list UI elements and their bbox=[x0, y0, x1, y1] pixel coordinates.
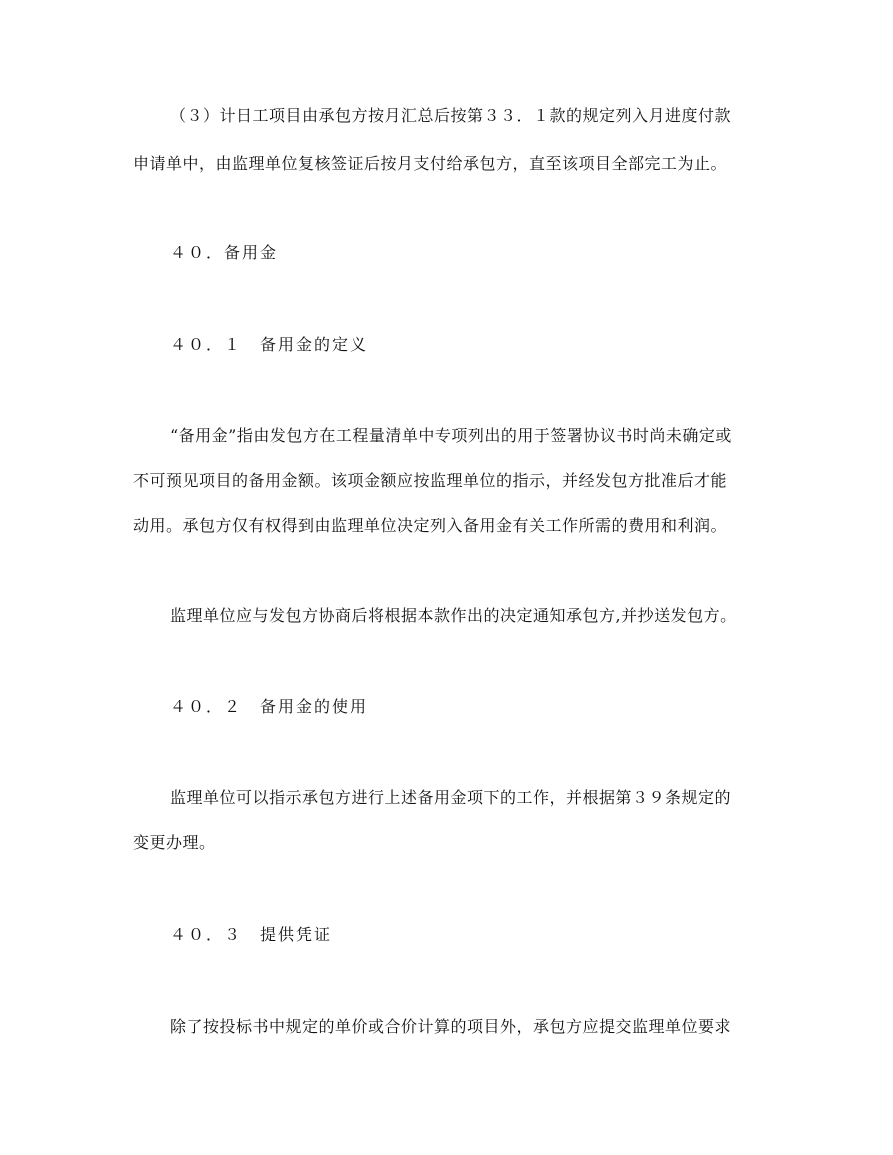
clause-3-line-1: （３）计日工项目由承包方按月汇总后按第３３．１款的规定列入月进度付款 bbox=[170, 106, 732, 125]
heading-40-2: ４０．２ 备用金的使用 bbox=[170, 697, 369, 716]
consult-paragraph: 监理单位应与发包方协商后将根据本款作出的决定通知承包方,并抄送发包方。 bbox=[170, 606, 737, 625]
use-line-2: 变更办理。 bbox=[133, 833, 216, 852]
clause-3-line-2: 申请单中，由监理单位复核签证后按月支付给承包方，直至该项目全部完工为止。 bbox=[133, 154, 728, 173]
definition-line-2: 不可预见项目的备用金额。该项金额应按监理单位的指示，并经发包方批准后才能 bbox=[133, 471, 728, 490]
heading-40-3: ４０．３ 提供凭证 bbox=[170, 925, 333, 944]
definition-line-3: 动用。承包方仅有权得到由监理单位决定列入备用金有关工作所需的费用和利润。 bbox=[133, 516, 728, 535]
definition-line-1: “备用金”指由发包方在工程量清单中专项列出的用于签署协议书时尚未确定或 bbox=[170, 426, 732, 445]
use-line-1: 监理单位可以指示承包方进行上述备用金项下的工作，并根据第３９条规定的 bbox=[170, 788, 732, 807]
heading-40-1: ４０．１ 备用金的定义 bbox=[170, 335, 369, 354]
heading-40: ４０．备用金 bbox=[170, 243, 279, 262]
evidence-line-1: 除了按投标书中规定的单价或合价计算的项目外，承包方应提交监理单位要求 bbox=[170, 1017, 732, 1036]
